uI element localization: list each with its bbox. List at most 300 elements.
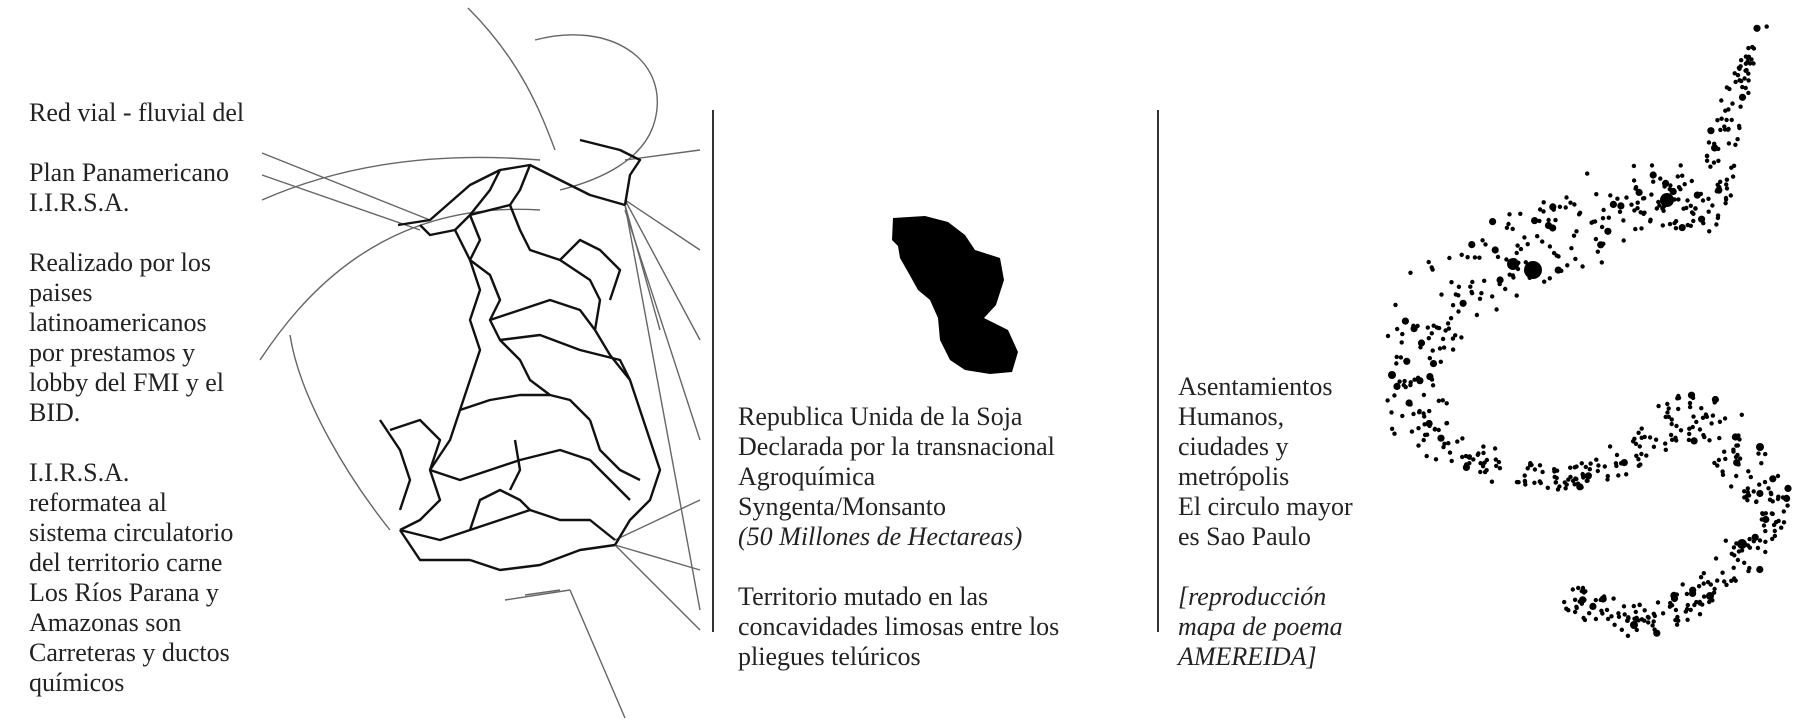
- settlement-dot: [1426, 325, 1430, 329]
- settlement-dot: [1464, 454, 1468, 458]
- settlement-dot: [1591, 220, 1595, 224]
- settlement-dot: [1443, 328, 1447, 332]
- settlement-dot: [1565, 482, 1569, 486]
- settlement-dot: [1601, 216, 1605, 220]
- settlement-dot: [1432, 324, 1436, 328]
- settlement-dot: [1445, 401, 1449, 405]
- settlement-dot: [1416, 443, 1420, 447]
- settlement-dot: [1727, 141, 1731, 145]
- settlement-dot: [1587, 611, 1591, 615]
- settlement-dot: [1738, 105, 1742, 109]
- settlement-dot: [1445, 421, 1449, 425]
- settlement-dot: [1653, 630, 1660, 637]
- settlement-dot: [1669, 433, 1673, 437]
- settlement-dot: [1625, 619, 1629, 623]
- settlement-dot: [1698, 216, 1705, 223]
- settlement-dot: [1465, 255, 1469, 259]
- settlement-dot: [1733, 71, 1737, 75]
- settlement-dot: [1769, 492, 1773, 496]
- settlement-dot: [1685, 198, 1689, 202]
- settlement-dot: [1528, 461, 1532, 465]
- settlement-dot: [1690, 210, 1694, 214]
- settlement-dot: [1722, 124, 1726, 128]
- settlement-dot: [1588, 461, 1592, 465]
- settlement-dot: [1758, 538, 1762, 542]
- settlement-dot: [1732, 433, 1739, 440]
- settlement-dot: [1698, 612, 1702, 616]
- settlement-dot: [1691, 212, 1695, 216]
- settlement-dot: [1631, 439, 1635, 443]
- settlement-dot: [1705, 154, 1709, 158]
- settlement-dot: [1760, 511, 1764, 515]
- settlement-dot: [1734, 443, 1738, 447]
- right-italic-l1: [reproducción: [1178, 582, 1327, 611]
- settlement-dot: [1666, 197, 1670, 201]
- settlement-dot: [1471, 457, 1475, 461]
- settlement-dot: [1640, 426, 1644, 430]
- settlement-dot: [1702, 594, 1706, 598]
- settlement-dot: [1684, 609, 1688, 613]
- settlement-dot: [1697, 584, 1701, 588]
- settlement-dot: [1670, 438, 1674, 442]
- city-circle: [1737, 539, 1747, 549]
- settlement-dot: [1643, 608, 1647, 612]
- settlement-dot: [1730, 552, 1734, 556]
- settlement-dot: [1638, 462, 1642, 466]
- settlement-dot: [1714, 222, 1718, 226]
- settlement-dot: [1652, 627, 1656, 631]
- settlement-dot: [1597, 241, 1604, 248]
- settlement-dot: [1733, 143, 1737, 147]
- settlement-dot: [1716, 183, 1720, 187]
- settlement-dot: [1723, 109, 1727, 113]
- settlement-dot: [1426, 420, 1433, 427]
- settlement-dot: [1454, 292, 1458, 296]
- settlement-dot: [1460, 253, 1464, 257]
- left-para3-l4: del territorio carne: [29, 548, 223, 577]
- settlement-dot: [1677, 396, 1681, 400]
- settlement-dot: [1610, 201, 1617, 208]
- settlement-dot: [1431, 348, 1435, 352]
- settlement-dot: [1504, 257, 1508, 261]
- settlement-dot: [1585, 479, 1589, 483]
- settlement-dot: [1393, 303, 1397, 307]
- settlement-dot: [1600, 260, 1604, 264]
- settlement-dot: [1573, 610, 1577, 614]
- settlement-dot: [1538, 463, 1542, 467]
- settlement-dot: [1606, 474, 1610, 478]
- settlement-dot: [1670, 188, 1677, 195]
- settlement-dot: [1732, 545, 1736, 549]
- settlement-dot: [1781, 495, 1785, 499]
- settlement-dot: [1668, 605, 1672, 609]
- settlement-dot: [1563, 480, 1567, 484]
- settlement-dot: [1395, 355, 1399, 359]
- settlement-dot: [1619, 461, 1623, 465]
- settlement-dot: [1477, 256, 1481, 260]
- settlement-dot: [1691, 219, 1695, 223]
- city-circle: [1630, 621, 1638, 629]
- settlement-dot: [1662, 205, 1666, 209]
- settlement-dot: [1549, 224, 1556, 231]
- right-line5: El circulo mayor: [1178, 492, 1353, 521]
- settlement-dot: [1694, 192, 1701, 199]
- settlement-dot: [1650, 171, 1657, 178]
- settlement-dot: [1593, 219, 1597, 223]
- settlement-dot: [1643, 435, 1647, 439]
- settlement-dot: [1573, 476, 1577, 480]
- settlement-dot: [1614, 461, 1618, 465]
- middle-para2-l1: Territorio mutado en las: [738, 582, 989, 611]
- settlement-dot: [1425, 454, 1429, 458]
- settlement-dot: [1615, 197, 1619, 201]
- settlement-dot: [1450, 459, 1454, 463]
- settlement-dot: [1673, 618, 1677, 622]
- settlement-dot: [1770, 537, 1774, 541]
- settlement-dot: [1676, 174, 1680, 178]
- settlement-dot: [1556, 254, 1560, 258]
- settlement-dot: [1664, 415, 1668, 419]
- settlement-dot: [1752, 539, 1756, 543]
- settlement-dot: [1665, 402, 1669, 406]
- settlement-dot: [1681, 582, 1685, 586]
- settlement-dot: [1400, 414, 1404, 418]
- left-para3-l7: Carreteras y ductos: [29, 638, 230, 667]
- settlement-dot: [1652, 612, 1656, 616]
- left-para2-l1: Realizado por los: [29, 248, 211, 277]
- settlement-dot: [1563, 486, 1567, 490]
- settlement-dot: [1687, 438, 1691, 442]
- settlement-dot: [1785, 503, 1789, 507]
- settlement-dot: [1569, 246, 1573, 250]
- settlement-dot: [1629, 203, 1633, 207]
- settlement-dot: [1679, 163, 1683, 167]
- settlement-dot: [1779, 526, 1783, 530]
- settlement-dot: [1712, 396, 1719, 403]
- settlement-dot: [1763, 550, 1767, 554]
- settlement-dot: [1490, 294, 1494, 298]
- settlement-dot: [1710, 598, 1714, 602]
- settlement-dot: [1599, 609, 1603, 613]
- settlement-dot: [1609, 614, 1613, 618]
- settlement-dot: [1596, 250, 1600, 254]
- settlement-dot: [1513, 258, 1517, 262]
- settlement-dot: [1573, 465, 1577, 469]
- settlement-dot: [1585, 479, 1589, 483]
- settlement-dot: [1456, 309, 1460, 313]
- settlement-dot: [1621, 459, 1628, 466]
- settlement-dot: [1667, 415, 1671, 419]
- settlement-dot: [1737, 124, 1741, 128]
- settlement-dot: [1685, 592, 1689, 596]
- settlement-dot: [1428, 356, 1432, 360]
- settlement-dot: [1730, 118, 1734, 122]
- right-line2: Humanos,: [1178, 402, 1285, 431]
- settlement-dot: [1782, 520, 1786, 524]
- settlement-dot: [1672, 190, 1676, 194]
- settlement-dot: [1771, 512, 1775, 516]
- settlement-dot: [1688, 405, 1692, 409]
- settlement-dot: [1700, 602, 1704, 606]
- settlement-dot: [1646, 615, 1650, 619]
- settlement-dot: [1783, 495, 1790, 502]
- settlement-dot: [1582, 590, 1586, 594]
- settlement-dot: [1762, 516, 1769, 523]
- settlement-dot: [1482, 461, 1486, 465]
- settlement-dot: [1574, 605, 1578, 609]
- settlement-dot: [1739, 79, 1743, 83]
- settlement-dot: [1699, 575, 1703, 579]
- settlement-dot: [1681, 207, 1685, 211]
- settlement-dot: [1668, 183, 1672, 187]
- settlement-dot: [1675, 615, 1679, 619]
- settlement-dot: [1523, 480, 1527, 484]
- settlement-dot: [1729, 193, 1733, 197]
- settlement-dot: [1553, 218, 1557, 222]
- settlement-dot: [1689, 590, 1696, 597]
- settlement-dot: [1430, 265, 1434, 269]
- settlement-dot: [1698, 600, 1702, 604]
- settlement-dot: [1723, 416, 1727, 420]
- settlement-dot: [1444, 421, 1448, 425]
- settlement-dot: [1620, 628, 1624, 632]
- settlement-dot: [1576, 482, 1580, 486]
- settlement-dot: [1745, 498, 1749, 502]
- settlement-dot: [1416, 426, 1420, 430]
- settlement-dot: [1732, 164, 1736, 168]
- settlement-dot: [1601, 242, 1605, 246]
- settlement-dot: [1394, 361, 1398, 365]
- settlement-dot: [1478, 297, 1482, 301]
- settlement-dot: [1679, 428, 1683, 432]
- settlement-dot: [1457, 285, 1461, 289]
- middle-line1: Republica Unida de la Soja: [738, 402, 1023, 431]
- settlement-dot: [1437, 326, 1441, 330]
- settlement-dot: [1735, 453, 1739, 457]
- settlement-dot: [1706, 197, 1710, 201]
- settlement-dot: [1442, 442, 1446, 446]
- settlement-dot: [1615, 453, 1619, 457]
- settlement-dot: [1442, 345, 1446, 349]
- settlement-dot: [1441, 337, 1445, 341]
- settlement-dot: [1748, 61, 1752, 65]
- settlement-dot: [1765, 24, 1769, 28]
- settlement-dot: [1603, 464, 1607, 468]
- settlement-dot: [1648, 218, 1652, 222]
- settlement-dot: [1707, 210, 1711, 214]
- settlement-dot: [1716, 159, 1720, 163]
- settlement-dot: [1640, 617, 1644, 621]
- settlement-dot: [1478, 470, 1482, 474]
- middle-para2-l3: pliegues telúricos: [738, 642, 921, 671]
- settlement-dot: [1460, 300, 1467, 307]
- settlement-dot: [1776, 519, 1780, 523]
- settlement-dot: [1762, 523, 1766, 527]
- settlement-dot: [1542, 280, 1546, 284]
- settlement-dot: [1701, 433, 1705, 437]
- settlement-dot: [1564, 205, 1568, 209]
- settlement-dot: [1431, 383, 1435, 387]
- settlement-dot: [1585, 472, 1592, 479]
- settlement-dot: [1726, 128, 1730, 132]
- city-circle: [1507, 258, 1519, 270]
- settlement-dot: [1489, 218, 1496, 225]
- settlement-dot: [1773, 529, 1777, 533]
- settlement-dot: [1723, 127, 1727, 131]
- settlement-dot: [1447, 326, 1451, 330]
- left-para3-l2: reformatea al: [29, 488, 167, 517]
- settlement-dot: [1636, 457, 1640, 461]
- settlement-dot: [1725, 178, 1729, 182]
- settlement-dot: [1403, 358, 1410, 365]
- settlement-dot: [1617, 615, 1621, 619]
- settlement-dot: [1732, 566, 1736, 570]
- settlement-dot: [1770, 511, 1774, 515]
- settlement-dot: [1738, 456, 1742, 460]
- settlement-dot: [1691, 425, 1695, 429]
- settlement-dot: [1582, 598, 1586, 602]
- settlement-dot: [1406, 399, 1413, 406]
- settlement-dot: [1476, 453, 1480, 457]
- settlement-dot: [1674, 438, 1678, 442]
- settlement-dot: [1698, 427, 1702, 431]
- settlement-dot: [1746, 486, 1750, 490]
- settlement-dot: [1418, 345, 1422, 349]
- settlement-dot: [1684, 206, 1688, 210]
- settlement-dot: [1683, 182, 1687, 186]
- settlement-dot: [1475, 313, 1479, 317]
- settlement-dot: [1763, 452, 1767, 456]
- settlement-dot: [1411, 412, 1415, 416]
- settlement-dot: [1556, 487, 1560, 491]
- settlement-dot: [1711, 413, 1715, 417]
- settlement-dot: [1689, 608, 1693, 612]
- settlement-dot: [1585, 171, 1589, 175]
- settlement-dot: [1548, 244, 1552, 248]
- settlement-dot: [1552, 467, 1556, 471]
- settlement-dot: [1632, 178, 1636, 182]
- settlement-dot: [1770, 477, 1774, 481]
- settlement-dot: [1552, 469, 1556, 473]
- settlement-dot: [1652, 619, 1656, 623]
- settlement-dot: [1721, 473, 1725, 477]
- settlement-dot: [1689, 204, 1693, 208]
- settlement-dot: [1433, 427, 1437, 431]
- settlement-dot: [1709, 421, 1713, 425]
- settlement-dot: [1763, 540, 1767, 544]
- right-description: [1178, 372, 1398, 672]
- settlement-dot: [1600, 611, 1604, 615]
- settlement-dot: [1600, 595, 1607, 602]
- settlement-dot: [1724, 583, 1728, 587]
- settlement-dot: [1725, 186, 1729, 190]
- settlement-dot: [1516, 261, 1520, 265]
- settlement-dot: [1574, 229, 1578, 233]
- settlement-dot: [1744, 54, 1748, 58]
- settlement-dot: [1498, 282, 1502, 286]
- settlement-dot: [1746, 490, 1750, 494]
- settlement-dot: [1723, 201, 1727, 205]
- settlement-dot: [1740, 85, 1744, 89]
- settlement-dot: [1426, 373, 1433, 380]
- settlement-dot: [1640, 436, 1644, 440]
- settlement-dot: [1774, 520, 1778, 524]
- settlement-dot: [1691, 414, 1695, 418]
- settlement-dot: [1742, 489, 1746, 493]
- settlement-dot: [1579, 485, 1583, 489]
- settlement-dot: [1750, 45, 1754, 49]
- settlement-dot: [1677, 185, 1681, 189]
- settlement-dot: [1707, 600, 1711, 604]
- settlement-dot: [1722, 450, 1726, 454]
- settlement-dot: [1470, 291, 1474, 295]
- settlement-dot: [1743, 69, 1747, 73]
- settlement-dot: [1605, 477, 1609, 481]
- settlement-dot: [1776, 474, 1780, 478]
- settlement-dot: [1515, 293, 1519, 297]
- settlement-dot: [1706, 580, 1710, 584]
- settlement-dot: [1656, 404, 1660, 408]
- settlement-dot: [1736, 443, 1740, 447]
- settlement-dot: [1572, 482, 1576, 486]
- settlement-dot: [1751, 61, 1755, 65]
- settlement-dot: [1542, 200, 1546, 204]
- settlement-dot: [1404, 385, 1408, 389]
- settlement-dot: [1690, 592, 1694, 596]
- settlement-dot: [1599, 598, 1603, 602]
- settlement-dot: [1650, 623, 1654, 627]
- left-para3-l6: Amazonas son: [29, 608, 182, 637]
- settlement-dot: [1498, 466, 1502, 470]
- settlement-dot: [1515, 480, 1519, 484]
- settlement-dot: [1776, 497, 1780, 501]
- settlement-dot: [1526, 242, 1530, 246]
- settlement-dot: [1506, 222, 1510, 226]
- settlement-dot: [1451, 303, 1455, 307]
- settlement-dot: [1386, 334, 1390, 338]
- settlement-dot: [1538, 479, 1542, 483]
- settlement-dot: [1742, 561, 1746, 565]
- settlement-dot: [1548, 276, 1552, 280]
- settlement-dot: [1686, 603, 1690, 607]
- settlement-dot: [1537, 219, 1541, 223]
- settlement-dot: [1723, 457, 1727, 461]
- settlement-dot: [1737, 549, 1741, 553]
- settlement-dot: [1733, 80, 1737, 84]
- settlement-dot: [1665, 410, 1669, 414]
- settlement-dot: [1573, 257, 1577, 261]
- settlement-dot: [1576, 586, 1580, 590]
- settlement-dot: [1691, 396, 1695, 400]
- settlement-dot: [1701, 416, 1705, 420]
- settlement-dot: [1674, 608, 1678, 612]
- settlement-dot: [1668, 222, 1672, 226]
- settlement-dot: [1578, 211, 1582, 215]
- settlement-dot: [1578, 599, 1582, 603]
- settlement-dot: [1641, 196, 1645, 200]
- settlement-dot: [1422, 414, 1426, 418]
- settlement-dot: [1661, 223, 1665, 227]
- settlement-dot: [1541, 209, 1545, 213]
- settlement-dot: [1688, 401, 1692, 405]
- settlement-dot: [1739, 58, 1743, 62]
- settlement-dot: [1422, 438, 1426, 442]
- settlement-dot: [1736, 558, 1740, 562]
- settlement-dot: [1408, 402, 1412, 406]
- settlement-dot: [1568, 475, 1572, 479]
- settlement-dot: [1712, 591, 1716, 595]
- settlement-dot: [1523, 473, 1527, 477]
